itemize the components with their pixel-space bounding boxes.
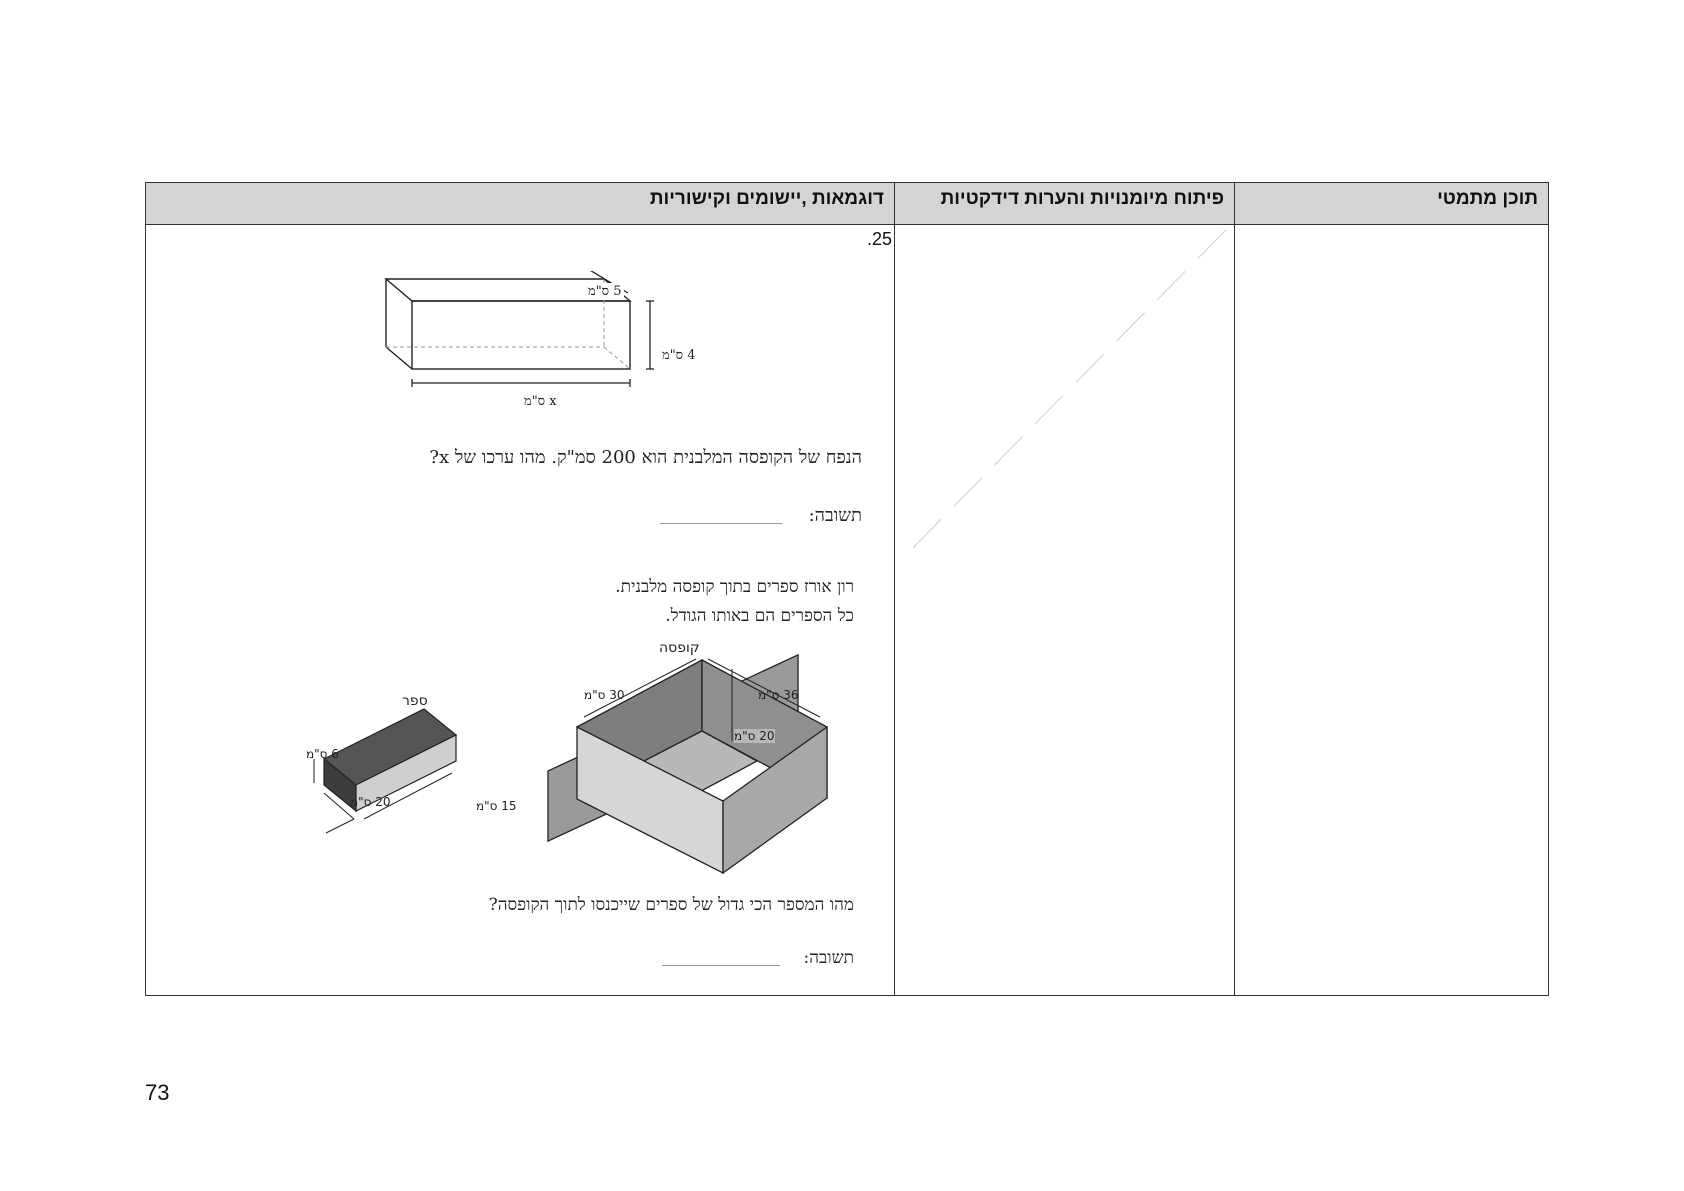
header-examples: דוגמאות ,יישומים וקישוריות [649, 188, 884, 209]
q2-question: מהו המספר הכי גדול של ספרים שייכנסו לתוך הקופסה? [488, 895, 854, 915]
q1-answer-blank[interactable] [660, 523, 782, 524]
q2-intro-line1: רון אורז ספרים בתוך קופסה מלבנית. [615, 577, 854, 597]
column-divider [894, 183, 895, 995]
box-label: קופסה [659, 640, 700, 656]
dim-height-label: 4 ס"מ [662, 348, 696, 363]
book-label: ספר [402, 693, 428, 709]
book-dim-length: 20 ס"מ [350, 795, 391, 809]
page-number: 73 [145, 1080, 170, 1105]
q2-answer-label: תשובה: [803, 948, 854, 968]
book-dim-height: 6 ס"מ [306, 747, 339, 761]
table-header-row [146, 183, 1548, 225]
box-dim-left: 30 ס"מ [584, 688, 625, 702]
dim-length-label: x ס"מ [520, 393, 561, 409]
box-dim-height: 20 ס"מ [734, 729, 775, 743]
box-dim-right: 36 ס"מ [758, 688, 799, 702]
book-dim-width: 15 ס"מ [476, 799, 517, 813]
column-divider [1234, 183, 1235, 995]
rect-box-figure [376, 271, 676, 411]
curriculum-table [145, 182, 1549, 996]
item-number: .25 [866, 229, 892, 249]
header-content: תוכן מתמטי [1437, 188, 1538, 209]
faint-diagonal-mark [896, 225, 1232, 565]
q2-intro-line2: כל הספרים הם באותו הגודל. [665, 606, 854, 626]
dim-depth-label: 5 ס"מ [588, 284, 622, 299]
header-skills: פיתוח מיומנויות והערות דידקטיות [940, 188, 1224, 209]
q1-answer-label: תשובה: [808, 505, 862, 526]
packing-figure [296, 623, 856, 893]
q2-answer-blank[interactable] [662, 965, 780, 966]
q1-question: הנפח של הקופסה המלבנית הוא 200 סמ"ק. מהו ערכו של x? [429, 447, 862, 468]
